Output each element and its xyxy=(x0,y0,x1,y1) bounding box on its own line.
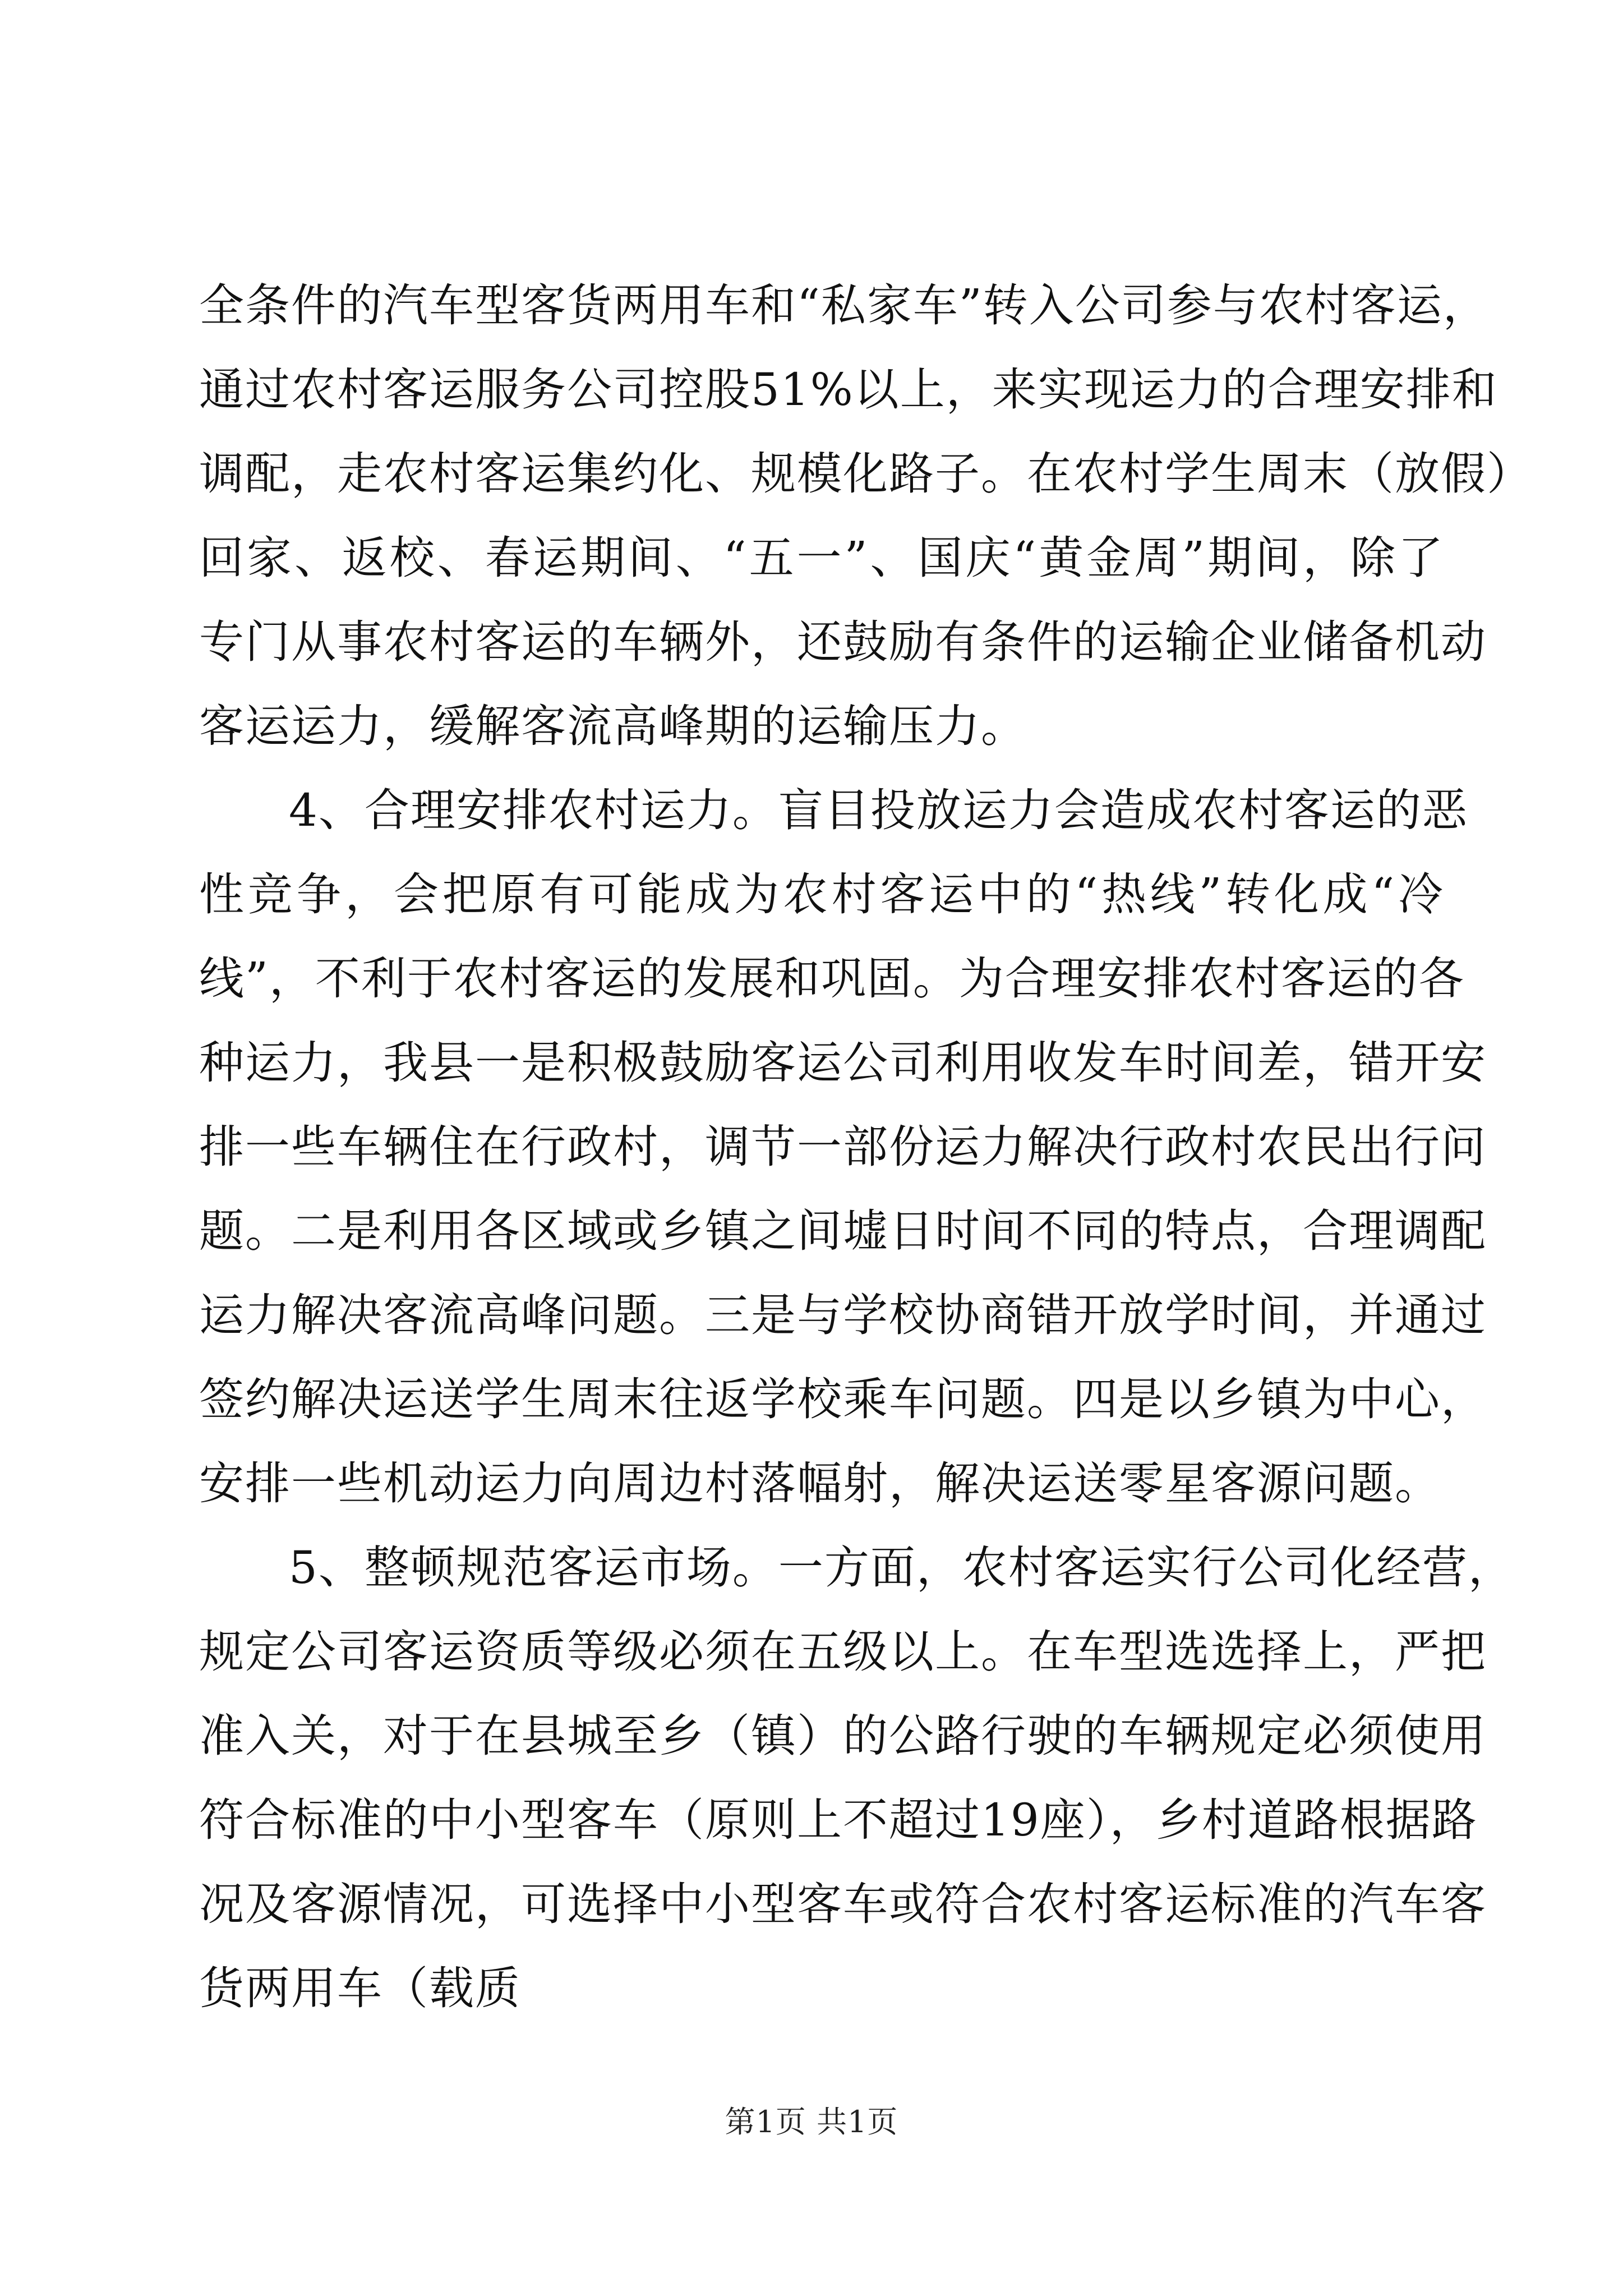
text-line: 货两用车（载质 xyxy=(199,1962,521,2014)
text-line: 准入关，对于在县城至乡（镇）的公路行驶的车辆规定必须使用 xyxy=(199,1710,1487,1762)
page-footer: 第1页 共1页 xyxy=(725,2104,898,2139)
text-line: 符合标准的中小型客车（原则上不超过19座），乡村道路根据路 xyxy=(199,1794,1478,1846)
text-line: 全条件的汽车型客货两用车和“私家车”转入公司参与农村客运， xyxy=(199,279,1489,332)
text-line: 题。二是利用各区域或乡镇之间墟日时间不同的特点，合理调配 xyxy=(199,1205,1487,1257)
paragraph xyxy=(199,769,1487,1526)
text-line: 况及客源情况，可选择中小型客车或符合农村客运标准的汽车客 xyxy=(199,1878,1487,1930)
text-line: 排一些车辆住在行政村，调节一部份运力解决行政村农民出行问 xyxy=(199,1121,1487,1173)
text-line: 调配，走农村客运集约化、规模化路子。在农村学生周末（放假） xyxy=(199,448,1533,500)
text-line: 线”，不利于农村客运的发展和巩固。为合理安排农村客运的各 xyxy=(199,953,1465,1005)
text-line: 安排一些机动运力向周边村落幅射，解决运送零星客源问题。 xyxy=(199,1457,1441,1510)
text-line: 种运力，我县一是积极鼓励客运公司利用收发车时间差，错开安 xyxy=(199,1037,1487,1089)
text-line: 回家、返校、春运期间、“五一”、国庆“黄金周”期间，除了 xyxy=(199,532,1444,584)
paragraph xyxy=(199,264,1533,769)
text-line: 5、整顿规范客运市场。一方面，农村客运实行公司化经营， xyxy=(289,1542,1514,1594)
text-line: 性竞争，会把原有可能成为农村客运中的“热线”转化成“冷 xyxy=(199,868,1444,921)
text-line: 签约解决运送学生周末往返学校乘车问题。四是以乡镇为中心， xyxy=(199,1373,1487,1425)
text-line: 通过农村客运服务公司控股51%以上，来实现运力的合理安排和 xyxy=(199,364,1498,416)
text-line: 客运运力，缓解客流高峰期的运输压力。 xyxy=(199,700,1027,752)
document-body xyxy=(199,264,1533,2031)
paragraph xyxy=(199,1526,1514,2031)
text-line: 专门从事农村客运的车辆外，还鼓励有条件的运输企业储备机动 xyxy=(199,616,1487,668)
text-line: 运力解决客流高峰问题。三是与学校协商错开放学时间，并通过 xyxy=(199,1289,1487,1341)
text-line: 规定公司客运资质等级必须在五级以上。在车型选选择上，严把 xyxy=(199,1626,1487,1678)
text-line: 4、合理安排农村运力。盲目投放运力会造成农村客运的恶 xyxy=(289,784,1468,836)
